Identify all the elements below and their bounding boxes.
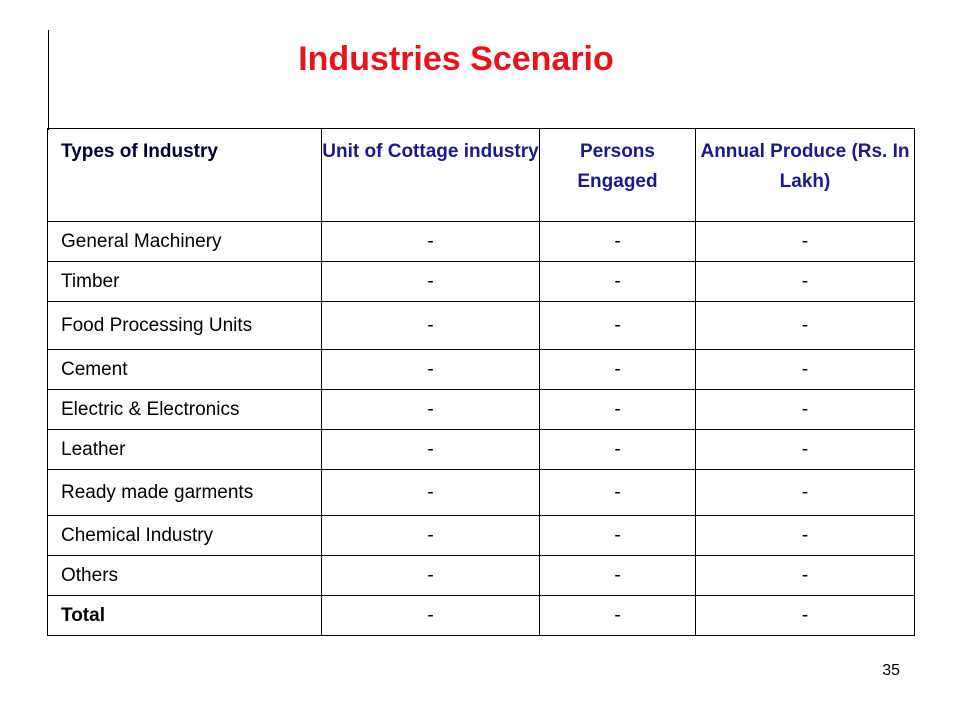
header-persons-engaged: Persons Engaged bbox=[540, 129, 696, 222]
table-row bbox=[48, 556, 915, 596]
table-body bbox=[48, 222, 915, 636]
table-total-row bbox=[48, 596, 915, 636]
value-cell: - bbox=[322, 350, 540, 390]
industry-name-cell: Chemical Industry bbox=[48, 516, 322, 556]
value-cell: - bbox=[540, 262, 696, 302]
value-cell: - bbox=[696, 596, 915, 636]
header-annual-produce: Annual Produce (Rs. In Lakh) bbox=[696, 129, 915, 222]
value-cell: - bbox=[540, 350, 696, 390]
industry-name-cell: Ready made garments bbox=[48, 470, 322, 516]
value-cell: - bbox=[696, 302, 915, 350]
value-cell: - bbox=[696, 262, 915, 302]
value-cell: - bbox=[540, 222, 696, 262]
table-row bbox=[48, 222, 915, 262]
value-cell: - bbox=[696, 390, 915, 430]
value-cell: - bbox=[322, 556, 540, 596]
industries-table bbox=[47, 128, 915, 636]
industry-name-cell: General Machinery bbox=[48, 222, 322, 262]
industry-name-cell: Food Processing Units bbox=[48, 302, 322, 350]
value-cell: - bbox=[696, 222, 915, 262]
value-cell: - bbox=[696, 516, 915, 556]
industry-name-cell: Total bbox=[48, 596, 322, 636]
page-number: 35 bbox=[882, 662, 900, 679]
value-cell: - bbox=[540, 470, 696, 516]
value-cell: - bbox=[696, 430, 915, 470]
industry-name-cell: Electric & Electronics bbox=[48, 390, 322, 430]
value-cell: - bbox=[696, 470, 915, 516]
value-cell: - bbox=[322, 470, 540, 516]
value-cell: - bbox=[540, 302, 696, 350]
industry-name-cell: Timber bbox=[48, 262, 322, 302]
value-cell: - bbox=[322, 262, 540, 302]
value-cell: - bbox=[540, 556, 696, 596]
value-cell: - bbox=[322, 596, 540, 636]
table-row bbox=[48, 470, 915, 516]
table-header-row bbox=[48, 129, 915, 222]
value-cell: - bbox=[322, 430, 540, 470]
table-row bbox=[48, 430, 915, 470]
value-cell: - bbox=[322, 302, 540, 350]
header-unit-of-cottage-industry: Unit of Cottage industry bbox=[322, 129, 540, 222]
value-cell: - bbox=[540, 596, 696, 636]
industry-name-cell: Cement bbox=[48, 350, 322, 390]
table-row bbox=[48, 516, 915, 556]
value-cell: - bbox=[322, 390, 540, 430]
value-cell: - bbox=[322, 516, 540, 556]
table-row bbox=[48, 302, 915, 350]
value-cell: - bbox=[322, 222, 540, 262]
table-row bbox=[48, 262, 915, 302]
slide-title: Industries Scenario bbox=[298, 40, 614, 78]
value-cell: - bbox=[540, 390, 696, 430]
industry-name-cell: Others bbox=[48, 556, 322, 596]
table-row bbox=[48, 350, 915, 390]
industry-name-cell: Leather bbox=[48, 430, 322, 470]
table-row bbox=[48, 390, 915, 430]
value-cell: - bbox=[696, 350, 915, 390]
value-cell: - bbox=[696, 556, 915, 596]
header-types-of-industry: Types of Industry bbox=[48, 129, 322, 222]
value-cell: - bbox=[540, 430, 696, 470]
value-cell: - bbox=[540, 516, 696, 556]
